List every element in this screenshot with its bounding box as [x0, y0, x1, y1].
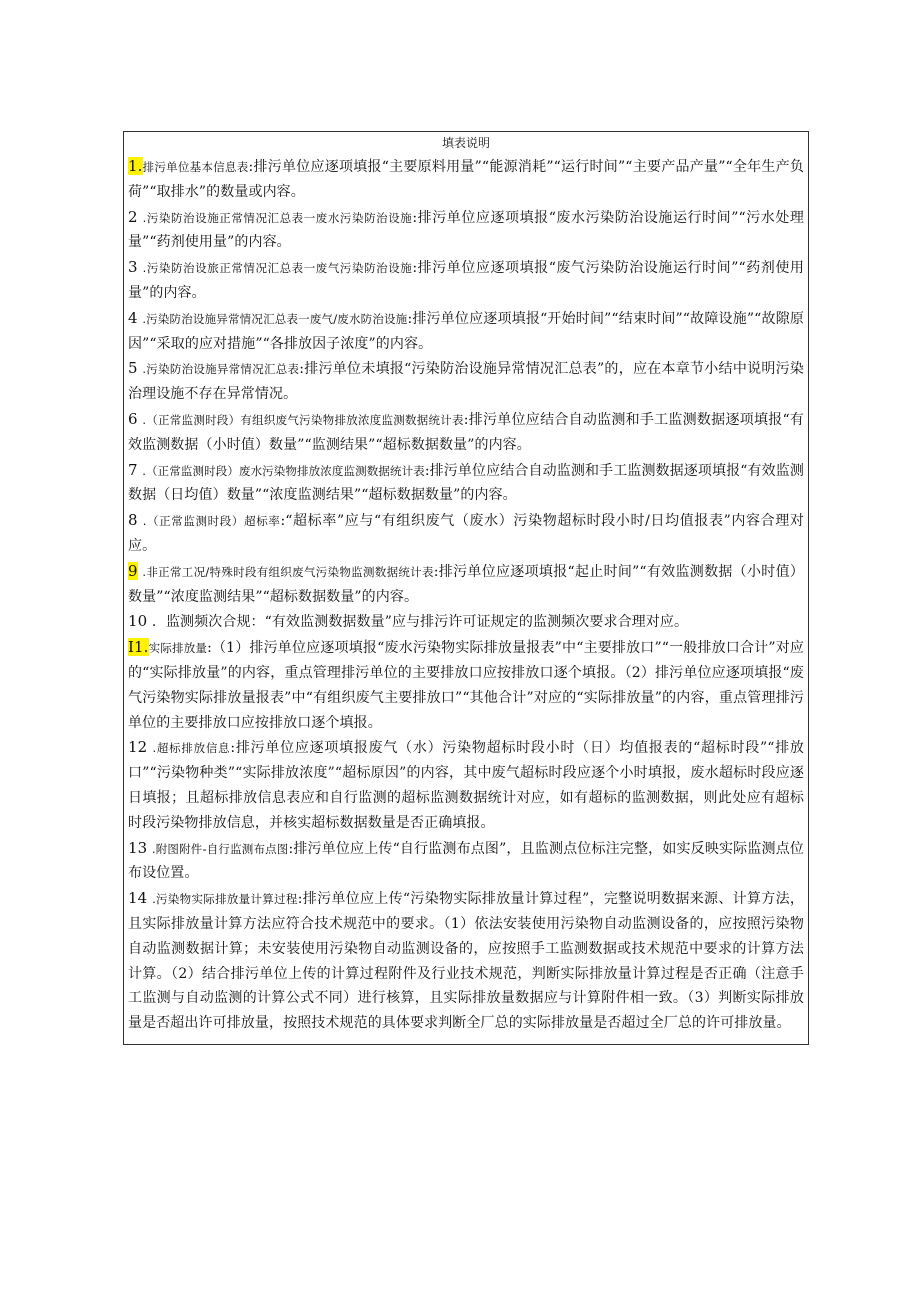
item-number: 10: [128, 612, 148, 631]
item-text: :排污单位应逐项填报“主要原料用量”“能源消耗”“运行时间”“主要产品产量”“全年生产负荷”“取排水”的数量或内容。: [128, 159, 805, 200]
item-text: ．监测频次合规：“有效监测数据数量”应与排污许可证规定的监测频次要求合理对应。: [151, 614, 689, 631]
item-text: :排污单位应逐项填报“开始时间”“结束时间”“故障设施”“故隙原因”“采取的应对措施”“各排放因子浓度”的内容。: [128, 310, 805, 352]
item-label: .附图附件-自行监测布点图: [151, 841, 289, 856]
item-text: :排污单位应逐项填报“废水污染防治设施运行时间”“污水处理量”“药剂使用量”的内容。: [128, 209, 804, 251]
instruction-item: [128, 356, 804, 407]
instruction-item: [128, 735, 804, 835]
item-text: :（1）排污单位应逐项填报“废水污染物实际排放量报表”中“主要排放口”“一般排放口合计”对应的“实际排放量”的内容，重点管理排污单位的主要排放口应按排放口逐个填报。（2）排污单位应逐项填报“废气污染物实际排放量报表”中“有组织废气主要排放口”“其他合计”对应的“实际排放量”的内容，重点管理排污单位的主要排放口应按排放口逐个填报。: [128, 640, 804, 731]
item-text: :“超标率”应与“有组织废气（废水）污染物超标时段小时/日均值报表”内容合理对应。: [128, 513, 804, 554]
form-title: 填表说明: [441, 136, 490, 150]
instruction-item: [128, 205, 804, 256]
instruction-item: [128, 306, 804, 357]
item-label: 排污单位基本信息表: [142, 160, 249, 174]
item-label: .超标排放信息: [152, 741, 231, 756]
instruction-item: [128, 609, 804, 635]
instruction-item: [128, 836, 804, 887]
item-label: .（正常监测时段）超标率: [142, 514, 281, 529]
item-number: 4: [128, 308, 138, 327]
item-label: .非正常工况/特殊时段有组织废气污染物监测数据统计表: [142, 564, 434, 579]
item-number: 6: [128, 409, 138, 428]
item-number: 12: [128, 738, 148, 757]
instruction-item: [128, 508, 804, 559]
item-number: 3: [128, 258, 138, 277]
item-text: :排污单位应逐项填报“废气污染防治设施运行时间”“药剂使用量”的内容。: [128, 260, 804, 301]
item-text: :排污单位未填报“污染防治设施异常情况汇总表”的，应在本章节小结中说明污染治理设施不存在异常情况。: [128, 361, 804, 403]
instruction-list: [128, 154, 804, 1036]
item-text: :排污单位应逐项填报“起止时间”“有效监测数据（小时值）数量”“浓度监测结果”“超标数据数量”的内容。: [128, 563, 804, 605]
item-label: .污染物实际排放量计算过程: [152, 892, 298, 907]
instruction-item: [128, 154, 804, 205]
item-number: 14: [128, 889, 148, 908]
instruction-item: [128, 458, 804, 509]
item-label: .污染防治设施正常情况汇总表一废水污染防治设施: [142, 210, 413, 225]
instruction-item: [128, 886, 804, 1036]
item-label: .（正常监测时段）废水污染物排放浓度监测数据统计表: [142, 463, 425, 478]
item-number: 5: [128, 359, 138, 378]
item-label: 实际排放量: [148, 641, 208, 656]
instructions-box: [123, 131, 809, 1045]
item-number: 1.: [128, 157, 143, 175]
item-label: .（正常监测时段）有组织废气污染物排放浓度监测数据统计表: [142, 412, 464, 427]
item-number: 13: [128, 838, 148, 857]
item-number: 9: [128, 561, 138, 580]
instruction-item: [128, 559, 804, 610]
instruction-item: [128, 635, 804, 735]
item-text: :排污单位应上传“自行监测布点图”，且监测点位标注完整，如实反映实际监测点位布设位置。: [128, 840, 804, 882]
item-number: 8: [128, 511, 138, 530]
item-text: :排污单位应结合自动监测和手工监测数据逐项填报“有效监测数据（日均值）数量”“浓度监测结果”“超标数据数量”的内容。: [128, 462, 804, 504]
item-number: I1.: [128, 638, 149, 657]
instruction-item: [128, 255, 804, 306]
item-number: 7: [128, 460, 138, 479]
item-number: 2: [128, 207, 138, 226]
item-label: .污染防治设施异常情况汇总表: [142, 362, 300, 377]
item-text: :排污单位应结合自动监测和手工监测数据逐项填报“有效监测数据（小时值）数量”“监测结果”“超标数据数量”的内容。: [128, 411, 804, 453]
instruction-item: [128, 407, 804, 458]
item-label: .污染防治设施异常情况汇总表一废气/废水防治设施: [142, 311, 408, 326]
item-text: :排污单位应逐项填报废气（水）污染物超标时段小时（日）均值报表的“超标时段”“排放口”“污染物种类”“实际排放浓度”“超标原因”的内容，其中废气超标时段应逐个小时填报，废水超标时段应逐日填报；且超标排放信息表应和自行监测的超标监测数据统计对应，如有超标的监测数据，则此处应有超标时段污染物排放信息，并核实超标数据数量是否正确填报。: [128, 740, 804, 831]
item-text: :排污单位应上传“污染物实际排放量计算过程”，完整说明数据来源、计算方法，且实际排放量计算方法应符合技术规范中的要求。（1）依法安装使用污染物自动监测设备的，应按照污染物自动监测数据计算；未安装使用污染物自动监测设备的，应按照手工监测数据或技术规范中要求的计算方法计算。（2）结合排污单位上传的计算过程附件及行业技术规范，判断实际排放量计算过程是否正确（注意手工监测与自动监测的计算公式不同）进行核算，且实际排放量数据应与计算附件相一致。（3）判断实际排放量是否超出许可排放量，按照技术规范的具体要求判断全厂总的实际排放量是否超过全厂总的许可排放量。: [128, 891, 804, 1032]
item-label: .污染防治设旅正常情况汇总表一废气污染防治设施: [142, 261, 413, 276]
